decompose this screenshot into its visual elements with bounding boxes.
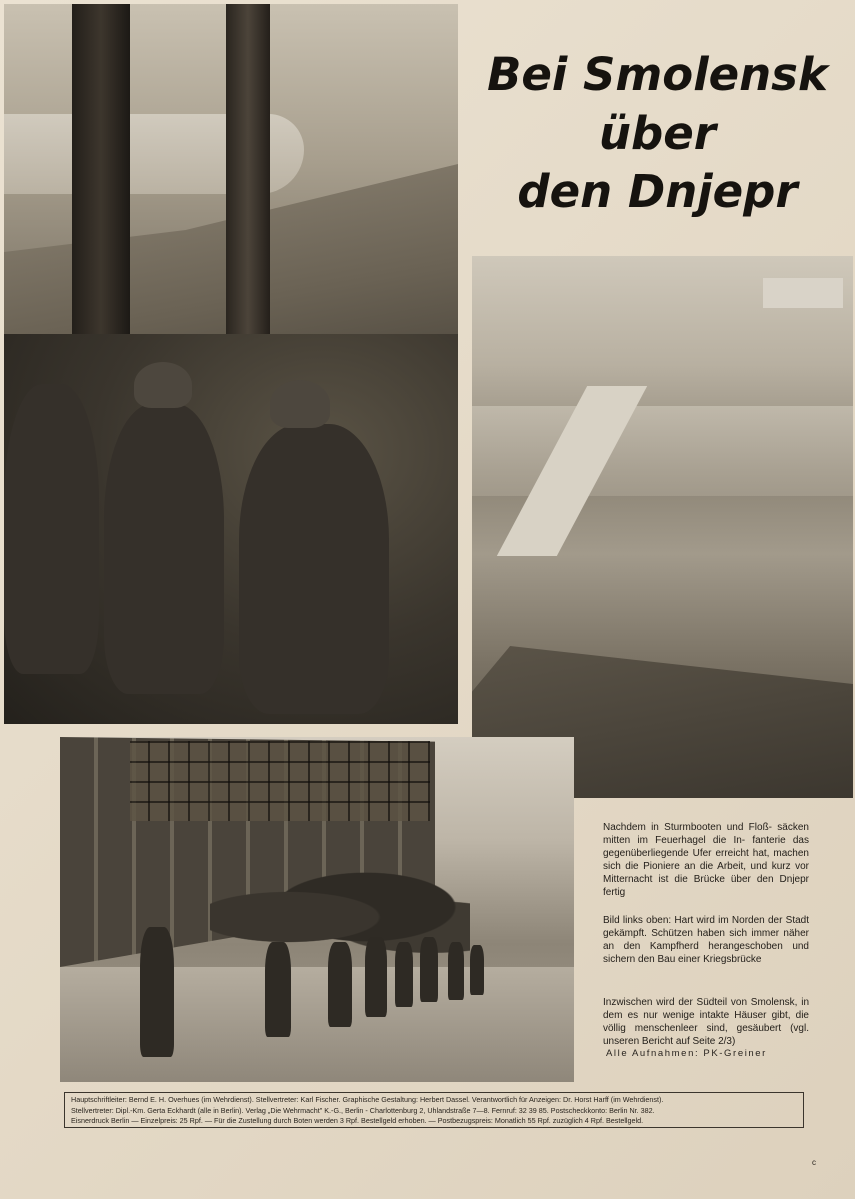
caption-top-left: Bild links oben: Hart wird im Norden der Stadt gekämpft. Schützen haben sich immer näher an den Kampfherd herangeschoben und sichern den Bau einer Kriegsbrücke bbox=[603, 915, 809, 965]
photo-soldier-figure bbox=[470, 945, 484, 995]
headline-line: Bei Smolensk bbox=[487, 48, 828, 101]
imprint-box bbox=[64, 1092, 804, 1128]
imprint-line: Hauptschriftleiter: Bernd E. H. Overhues (im Wehrdienst). Stellvertreter: Karl Fischer. Graphische Gestaltung: Herbert Dassel. Verantwortlich für Anzeigen: Dr. Horst Harff (im Wehrdienst). bbox=[71, 1095, 664, 1104]
photo-road bbox=[60, 967, 574, 1082]
photo-windows bbox=[130, 741, 430, 821]
photo-soldier-figure bbox=[4, 384, 99, 674]
photo-soldier-figure bbox=[420, 937, 438, 1002]
photo-soldier-figure bbox=[365, 937, 387, 1017]
photo-soldier-figure bbox=[104, 404, 224, 694]
photo-pontoon-bridge bbox=[472, 256, 853, 798]
photo-soldier-figure bbox=[395, 942, 413, 1007]
page-mark: c bbox=[812, 1158, 816, 1167]
photo-river-water bbox=[472, 406, 853, 496]
photo-tree-trunk bbox=[226, 4, 270, 374]
page-headline bbox=[470, 46, 845, 222]
photo-helmet bbox=[270, 380, 330, 428]
photo-building bbox=[763, 278, 843, 308]
photo-credit: Alle Aufnahmen: PK-Greiner bbox=[606, 1048, 767, 1059]
headline-line: den Dnjepr bbox=[517, 165, 798, 218]
photo-soldier-figure bbox=[239, 424, 389, 714]
photo-soldier-figure bbox=[265, 942, 291, 1037]
headline-line: über bbox=[599, 106, 716, 160]
photo-soldier-figure bbox=[328, 942, 352, 1027]
photo-soldier-figure bbox=[140, 927, 174, 1057]
photo-tree-trunk bbox=[72, 4, 130, 364]
photo-soldiers-at-machine-gun bbox=[4, 4, 458, 724]
caption-street: Inzwischen wird der Südteil von Smolensk, in dem es nur wenige intakte Häuser gibt, die völlig menschenleer sind, gesäubert (vgl. unseren Bericht auf Seite 2/3) bbox=[603, 997, 809, 1047]
photo-soldiers-in-street bbox=[60, 737, 574, 1082]
photo-helmet bbox=[134, 362, 192, 408]
imprint-line: Stellvertreter: Dipl.-Km. Gerta Eckhardt (alle in Berlin). Verlag „Die Wehrmacht" K.-G., Berlin - Charlottenburg 2, Uhlandstraße 7—8. Fernruf: 32 39 85. Postscheckkonto: Berlin Nr. 382. bbox=[71, 1105, 655, 1115]
photo-soldier-figure bbox=[448, 942, 464, 1000]
caption-bridge: Nachdem in Sturmbooten und Floß- säcken mitten im Feuerhagel die In- fanterie das gegenüberliegende Ufer erreicht hat, machen sich die Pioniere an die Arbeit, und kurz vor Mitternacht ist die Brücke über den Dnjepr fertig bbox=[603, 822, 809, 898]
imprint-line: Eisnerdruck Berlin — Einzelpreis: 25 Rpf. — Für die Zustellung durch Boten werden 3 Rpf. Bestellgeld erhoben. — Postbezugspreis: Monatlich 55 Rpf. zuzüglich 4 Rpf. Bestellgeld. bbox=[71, 1116, 644, 1125]
